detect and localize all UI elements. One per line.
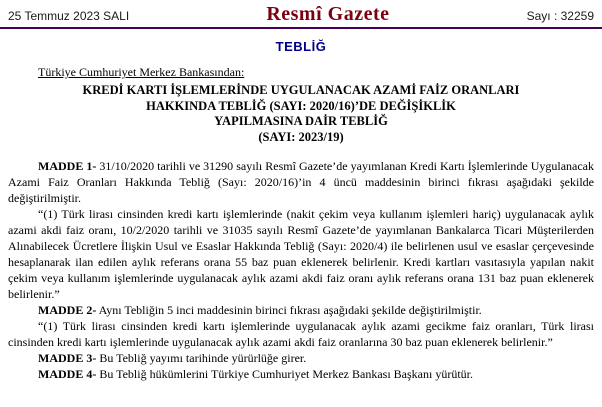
paragraph-madde-4	[8, 366, 594, 382]
issue-number: Sayı : 32259	[526, 9, 594, 23]
paragraph-quoted-2	[8, 318, 594, 350]
gazette-title: Resmî Gazete	[266, 3, 390, 25]
publication-date: 25 Temmuz 2023 SALI	[8, 9, 130, 23]
notice-title-line: KREDİ KARTI İŞLEMLERİNDE UYGULANACAK AZAMİ FAİZ ORANLARI	[82, 83, 520, 97]
paragraph-text: Bu Tebliğ yayımı tarihinde yürürlüğe girer.	[96, 351, 307, 365]
article-label: MADDE 4-	[38, 367, 97, 381]
paragraph-text: “(1) Türk lirası cinsinden kredi kartı işlemlerinde uygulanacak aylık azami gecikme faiz oranları, Türk lirası cinsinden kredi kartı işlemlerinde uygulanacak aylık azami akdi faiz oranlarına 30 baz puan eklenerek belirlenir.”	[8, 319, 594, 349]
section-label: TEBLİĞ	[275, 39, 327, 54]
paragraph-quoted-1	[8, 206, 594, 302]
issuer-name: Türkiye Cumhuriyet Merkez Bankasından:	[38, 65, 245, 79]
masthead	[0, 0, 602, 29]
paragraph-madde-3	[8, 350, 594, 366]
paragraph-text: 31/10/2020 tarihli ve 31290 sayılı Resmî Gazete’de yayımlanan Kredi Kartı İşlemlerinde Uygulanacak Azami Faiz Oranları Hakkında Tebliğ (Sayı: 2020/16)’in 4 üncü maddesinin birinci fıkrası aşağıdaki şekilde değiştirilmiştir.	[8, 159, 595, 205]
article-label: MADDE 3-	[38, 351, 97, 365]
notice-title-line: (SAYI: 2023/19)	[258, 129, 344, 144]
paragraph-text: Aynı Tebliğin 5 inci maddesinin birinci fıkrası aşağıdaki şekilde değiştirilmiştir.	[96, 303, 482, 317]
notice-title	[40, 83, 562, 145]
paragraph-madde-2	[8, 302, 594, 318]
issuer-line	[8, 65, 594, 80]
paragraph-text: “(1) Türk lirası cinsinden kredi kartı işlemlerinde (nakit çekim veya kullanım işlemleri hariç) uygulanacak aylık azami akdi faiz oranı, 10/2/2020 tarihli ve 31035 sayılı Resmî Gazete’de yayımlanan Bankalarca Ticari Müşterilerden Alınabilecek Ücretlere İlişkin Usul ve Esaslar Hakkında Tebliğ (Sayı: 2020/4) ile belirlenen usul ve esaslar çerçevesinde hesaplanarak ilan edilen aylık referans orana 55 baz puan eklenerek belirlenir. Kredi kartları vasıtasıyla yapılan nakit çekim veya kullanım işlemlerinde uygulanacak aylık azami akdi faiz oranı aylık referans orana 131 baz puan eklenerek belirlenir.”	[8, 207, 594, 301]
notice-title-line: HAKKINDA TEBLİĞ (SAYI: 2020/16)’DE DEĞİŞİKLİK	[146, 98, 456, 113]
article-label: MADDE 1-	[38, 159, 97, 173]
notice-title-line: YAPILMASINA DAİR TEBLİĞ	[214, 114, 388, 128]
paragraph-madde-1	[8, 158, 594, 206]
notice-body	[8, 158, 594, 382]
article-label: MADDE 2-	[38, 303, 97, 317]
paragraph-text: Bu Tebliğ hükümlerini Türkiye Cumhuriyet Merkez Bankası Başkanı yürütür.	[96, 367, 473, 381]
